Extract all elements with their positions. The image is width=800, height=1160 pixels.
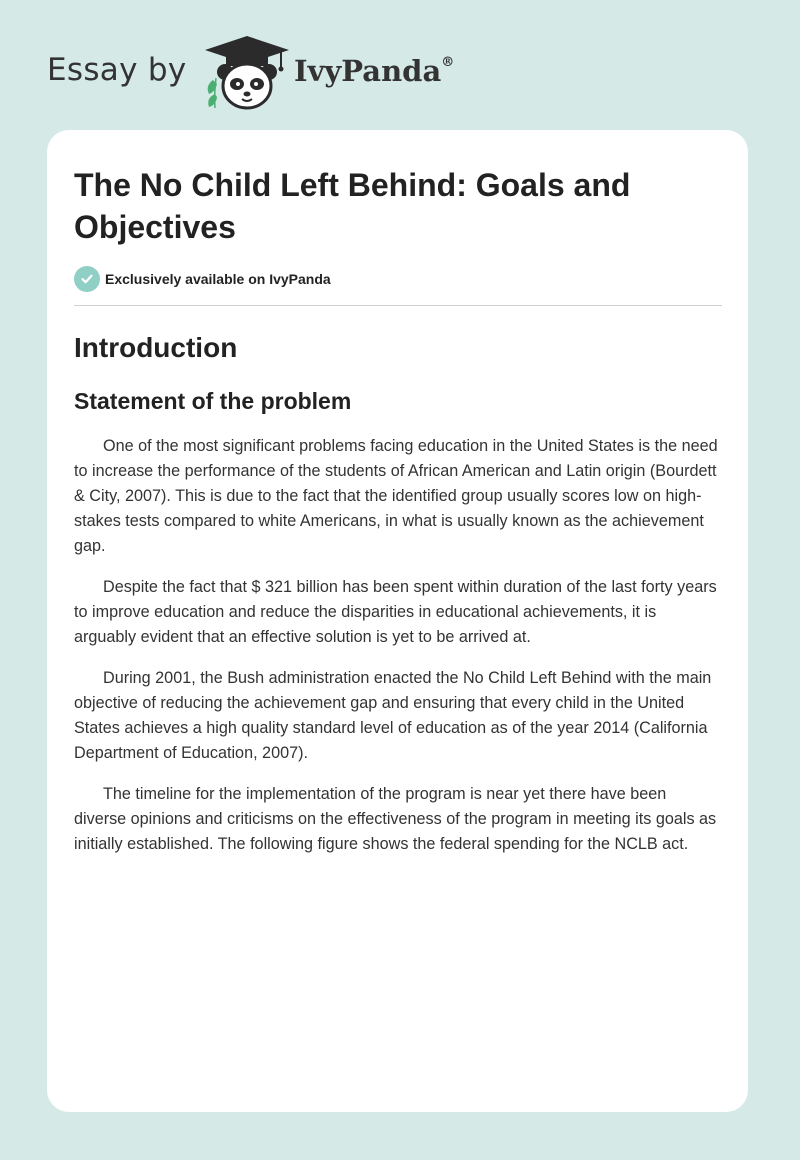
panda-graduate-icon[interactable]: [201, 34, 293, 112]
section-heading: Introduction: [74, 332, 238, 363]
page-title: The No Child Left Behind: Goals and Objectives: [74, 167, 631, 245]
paragraph: The timeline for the implementation of the program is near yet there have been diverse opinions and criticisms on the effectiveness of the program in meeting its goals as initially established. The following figure shows the federal spending for the NCLB act.: [74, 785, 717, 853]
badge-label: Exclusively available on IvyPanda: [105, 271, 331, 287]
registered-mark: ®: [441, 55, 455, 71]
essay-by-label: Essay by: [47, 52, 187, 88]
subsection-heading: Statement of the problem: [74, 388, 352, 414]
site-header: [47, 34, 507, 112]
check-icon: [74, 266, 100, 292]
paragraph: One of the most significant problems facing education in the United States is the need to increase the performance of the students of African American and Latin origin (Bourdett & City, 2007). This is due to the fact that the identified group usually scores low on high-stakes tests compared to white Americans, in what is usually known as the achievement gap.: [74, 437, 718, 555]
exclusive-badge: [74, 266, 722, 292]
divider: [74, 305, 722, 306]
paragraph: During 2001, the Bush administration enacted the No Child Left Behind with the main objective of reducing the achievement gap and ensuring that every child in the United States achieves a high quality standard level of education as of the year 2014 (California Department of Education, 2007).: [74, 669, 712, 762]
brand-name[interactable]: IvyPanda®: [294, 54, 455, 88]
paragraph: Despite the fact that $ 321 billion has been spent within duration of the last forty years to improve education and reduce the disparities in educational achievements, it is arguably evident that an effective solution is yet to be arrived at.: [74, 578, 717, 646]
essay-card: [47, 130, 748, 1112]
